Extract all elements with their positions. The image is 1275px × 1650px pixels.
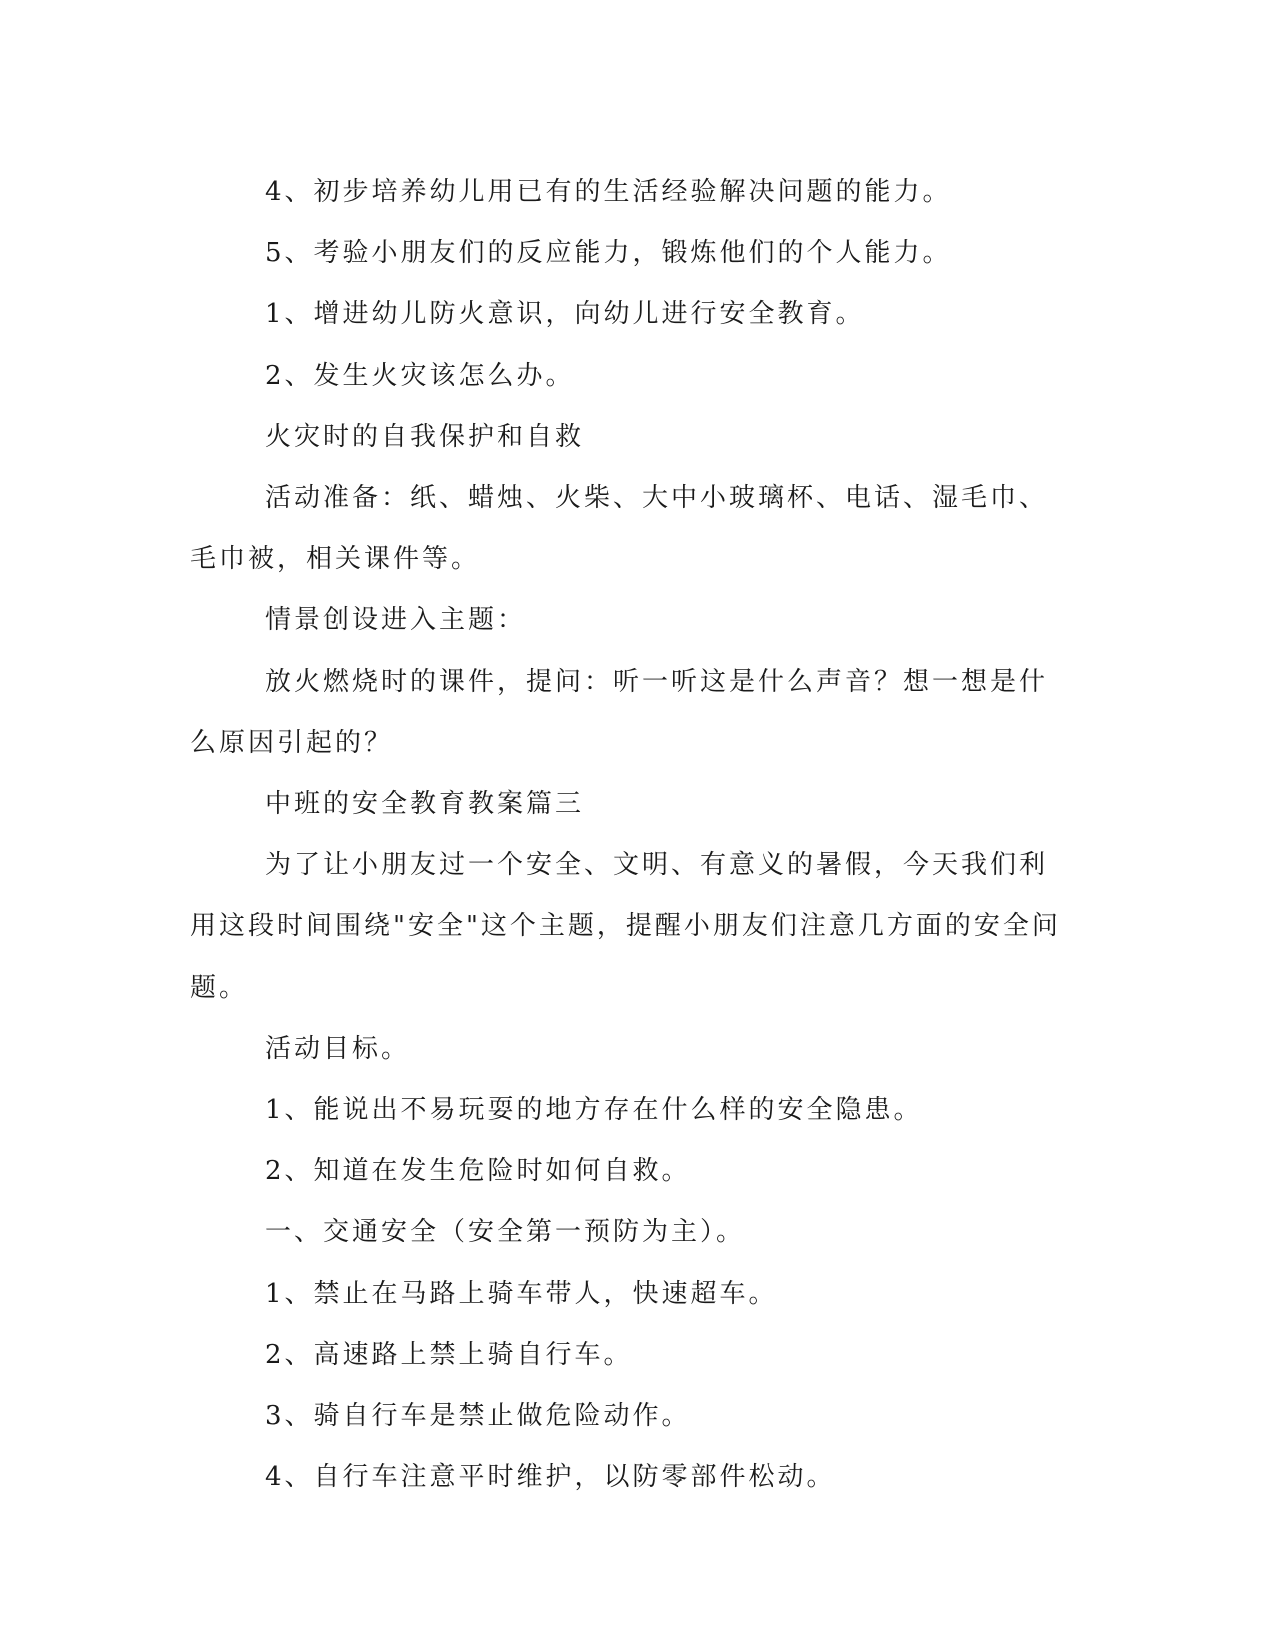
paragraph: 1、增进幼儿防火意识，向幼儿进行安全教育。 bbox=[265, 299, 865, 330]
paragraph: 4、初步培养幼儿用已有的生活经验解决问题的能力。 bbox=[265, 177, 952, 207]
paragraph: 1、能说出不易玩耍的地方存在什么样的安全隐患。 bbox=[265, 1095, 923, 1126]
paragraph: 活动准备：纸、蜡烛、火柴、大中小玻璃杯、电话、湿毛巾、毛巾被，相关课件等。 bbox=[190, 483, 1049, 575]
paragraph: 一、交通安全（安全第一预防为主）。 bbox=[265, 1217, 746, 1248]
section-heading: 中班的安全教育教案篇三 bbox=[265, 789, 585, 820]
paragraph: 2、发生火灾该怎么办。 bbox=[265, 360, 575, 391]
paragraph: 放火燃烧时的课件，提问：听一听这是什么声音？想一想是什么原因引起的？ bbox=[190, 666, 1049, 758]
paragraph: 情景创设进入主题： bbox=[265, 605, 527, 636]
paragraph: 火灾时的自我保护和自救 bbox=[265, 421, 585, 452]
paragraph: 活动目标。 bbox=[265, 1033, 411, 1064]
document-body bbox=[190, 162, 1070, 1508]
paragraph: 2、高速路上禁上骑自行车。 bbox=[265, 1339, 633, 1370]
paragraph: 5、考验小朋友们的反应能力，锻炼他们的个人能力。 bbox=[265, 238, 952, 269]
paragraph: 2、知道在发生危险时如何自救。 bbox=[265, 1156, 691, 1187]
paragraph: 为了让小朋友过一个安全、文明、有意义的暑假，今天我们利用这段时间围绕"安全"这个主题，提醒小朋友们注意几方面的安全问题。 bbox=[190, 850, 1061, 1003]
paragraph: 1、禁止在马路上骑车带人，快速超车。 bbox=[265, 1278, 778, 1309]
paragraph: 3、骑自行车是禁止做危险动作。 bbox=[265, 1401, 691, 1432]
paragraph: 4、自行车注意平时维护，以防零部件松动。 bbox=[265, 1462, 836, 1493]
